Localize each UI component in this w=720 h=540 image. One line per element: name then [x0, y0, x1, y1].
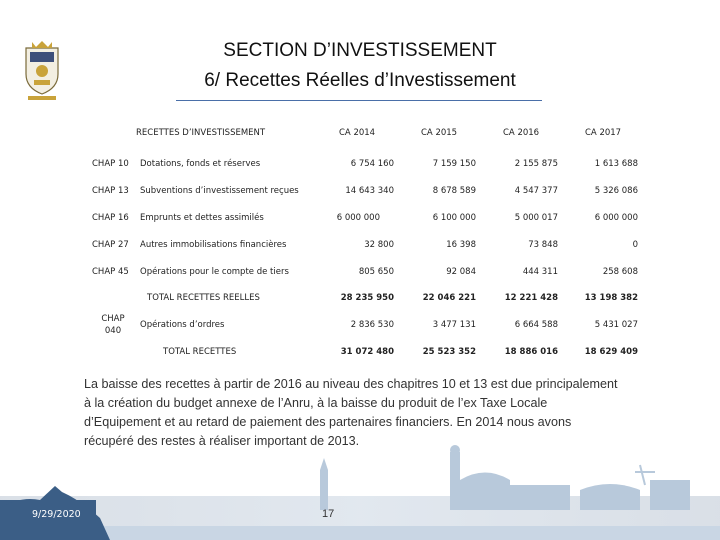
row-value-2016: 4 547 377: [514, 186, 558, 196]
total-label: TOTAL RECETTES: [163, 347, 237, 357]
header-2015: CA 2015: [421, 128, 458, 138]
row-label: Opérations pour le compte de tiers: [140, 267, 289, 277]
row-value-2014: 14 643 340: [345, 186, 394, 196]
ordres-code-line1: CHAP: [101, 314, 125, 324]
total-reelles-label: TOTAL RECETTES REELLES: [147, 293, 260, 303]
total-reelles-2017: 13 198 382: [584, 293, 638, 303]
page-number: 17: [322, 508, 335, 520]
city-crest-icon: [20, 38, 64, 102]
row-code: CHAP 45: [92, 267, 129, 277]
total-reelles-2014: 28 235 950: [340, 293, 394, 303]
total-2017: 18 629 409: [584, 347, 638, 357]
skyline-silhouette: [280, 440, 720, 510]
page-title: SECTION D’INVESTISSEMENT: [223, 40, 497, 61]
row-label: Subventions d’investissement reçues: [140, 186, 299, 196]
header-label: RECETTES D’INVESTISSEMENT: [136, 128, 266, 138]
row-value-2017: 1 613 688: [594, 159, 638, 169]
row-value-2016: 73 848: [528, 240, 558, 250]
header-2016: CA 2016: [503, 128, 540, 138]
ordres-value-2014: 2 836 530: [350, 320, 394, 330]
row-value-2014: 6 754 160: [350, 159, 394, 169]
row-code: CHAP 27: [92, 240, 129, 250]
total-2014: 31 072 480: [340, 347, 394, 357]
row-value-2017: 5 326 086: [594, 186, 638, 196]
page-subtitle: 6/ Recettes Réelles d’Investissement: [204, 70, 516, 91]
row-value-2014: 32 800: [364, 240, 394, 250]
ordres-value-2016: 6 664 588: [514, 320, 558, 330]
row-value-2015: 92 084: [446, 267, 476, 277]
row-label: Dotations, fonds et réserves: [140, 159, 261, 169]
total-2016: 18 886 016: [504, 347, 558, 357]
row-value-2017: 258 608: [602, 267, 638, 277]
row-code: CHAP 16: [92, 213, 129, 223]
header-2014: CA 2014: [339, 128, 376, 138]
row-value-2016: 2 155 875: [514, 159, 558, 169]
row-code: CHAP 13: [92, 186, 129, 196]
total-reelles-2016: 12 221 428: [504, 293, 558, 303]
total-reelles-2015: 22 046 221: [422, 293, 476, 303]
row-value-2016: 444 311: [522, 267, 558, 277]
row-value-2014: 6 000 000: [336, 213, 380, 223]
row-value-2015: 16 398: [446, 240, 476, 250]
row-value-2014: 805 650: [358, 267, 394, 277]
row-label: Emprunts et dettes assimilés: [140, 213, 264, 223]
row-value-2015: 7 159 150: [432, 159, 476, 169]
row-value-2015: 6 100 000: [432, 213, 476, 223]
title-divider: [176, 100, 542, 101]
ordres-label: Opérations d’ordres: [140, 320, 225, 330]
ordres-value-2017: 5 431 027: [594, 320, 638, 330]
row-value-2015: 8 678 589: [432, 186, 476, 196]
row-label: Autres immobilisations financières: [140, 240, 287, 250]
explanatory-note: La baisse des recettes à partir de 2016 au niveau des chapitres 10 et 13 est due principalement à la création du budget annexe de l’Anru, à la baisse du produit de l’ex Taxe Locale d’Equipement et au retard de paiement des partenaires financiers. En 2014 nous avons récupéré des restes à réaliser important de 2013.: [84, 377, 618, 448]
total-2015: 25 523 352: [422, 347, 476, 357]
row-value-2017: 0: [632, 240, 638, 250]
row-value-2016: 5 000 017: [514, 213, 558, 223]
footer-date: 9/29/2020: [32, 509, 81, 520]
header-2017: CA 2017: [585, 128, 622, 138]
ordres-code-line2: 040: [104, 326, 122, 336]
row-value-2017: 6 000 000: [594, 213, 638, 223]
ordres-value-2015: 3 477 131: [432, 320, 476, 330]
row-code: CHAP 10: [92, 159, 129, 169]
